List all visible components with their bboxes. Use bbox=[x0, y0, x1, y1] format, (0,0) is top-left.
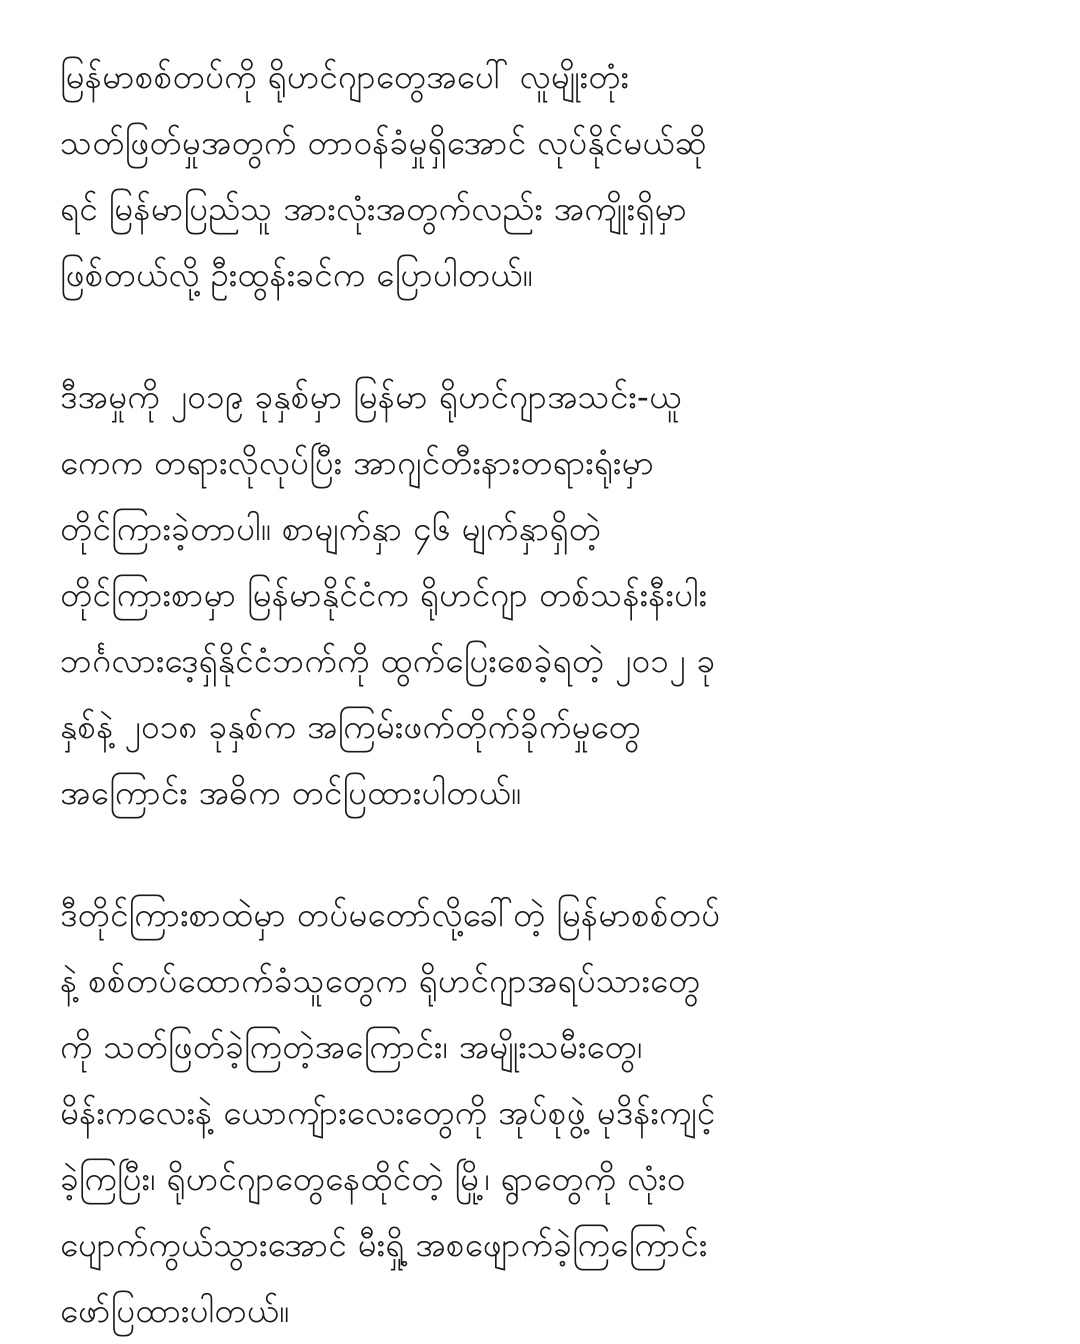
text-line: နှစ်နဲ့ ၂၀၁၈ ခုနှစ်က အကြမ်းဖက်တိုက်ခိုက်မှုတွေ bbox=[60, 707, 641, 746]
text-line: ဒီတိုင်ကြားစာထဲမှာ တပ်မတော်လို့ခေါ်တဲ့ မြန်မာစစ်တပ် bbox=[60, 895, 721, 934]
text-line: တိုင်ကြားစာမှာ မြန်မာနိုင်ငံက ရိုဟင်ဂျာ တစ်သန်းနီးပါး bbox=[60, 575, 708, 614]
text-line: နဲ့ စစ်တပ်ထောက်ခံသူတွေက ရိုဟင်ဂျာအရပ်သားတွေ bbox=[60, 961, 701, 1000]
text-line: ဒီအမှုကို ၂၀၁၉ ခုနှစ်မှာ မြန်မာ ရိုဟင်ဂျာအသင်း-ယူ bbox=[60, 377, 682, 416]
text-line: ဘင်္ဂလားဒေ့ရှ်နိုင်ငံဘက်ကို ထွက်ပြေးစေခဲ့ရတဲ့ ၂၀၁၂ ခု bbox=[60, 641, 716, 680]
paragraph-3 bbox=[60, 882, 1028, 1344]
text-line: မြန်မာစစ်တပ်ကို ရိုဟင်ဂျာတွေအပေါ် လူမျိုးတုံး bbox=[60, 57, 630, 96]
text-line: အကြောင်း အဓိက တင်ပြထားပါတယ်။ bbox=[60, 773, 522, 812]
text-line: ဖြစ်တယ်လို့ ဦးထွန်းခင်က ပြောပါတယ်။ bbox=[60, 255, 533, 294]
text-line: ရင် မြန်မာပြည်သူ အားလုံးအတွက်လည်း အကျိုးရှိမှာ bbox=[60, 189, 688, 228]
paragraph-2 bbox=[60, 364, 1028, 826]
text-line: ခဲ့ကြပြီး၊ ရိုဟင်ဂျာတွေနေထိုင်တဲ့ မြို့၊ ရွာတွေကို လုံးဝ bbox=[60, 1159, 686, 1198]
text-line: ကေက တရားလိုလုပ်ပြီး အာဂျင်တီးနားတရားရုံးမှာ bbox=[60, 443, 655, 482]
text-line: မိန်းကလေးနဲ့ ယောကျ်ားလေးတွေကို အုပ်စုဖွဲ့ မုဒိန်းကျင့် bbox=[60, 1093, 716, 1132]
text-line: သတ်ဖြတ်မှုအတွက် တာဝန်ခံမှုရှိအောင် လုပ်နိုင်မယ်ဆို bbox=[60, 123, 707, 162]
paragraph-1 bbox=[60, 44, 1028, 308]
text-line: ပျောက်ကွယ်သွားအောင် မီးရှို့ အစဖျောက်ခဲ့ကြကြောင်း bbox=[60, 1225, 708, 1264]
text-line: ကို သတ်ဖြတ်ခဲ့ကြတဲ့အကြောင်း၊ အမျိုးသမီးတွေ၊ bbox=[60, 1027, 643, 1066]
text-line: တိုင်ကြားခဲ့တာပါ။ စာမျက်နှာ ၄၆ မျက်နှာရှိတဲ့ bbox=[60, 509, 602, 548]
text-line: ဖော်ပြထားပါတယ်။ bbox=[60, 1291, 290, 1330]
